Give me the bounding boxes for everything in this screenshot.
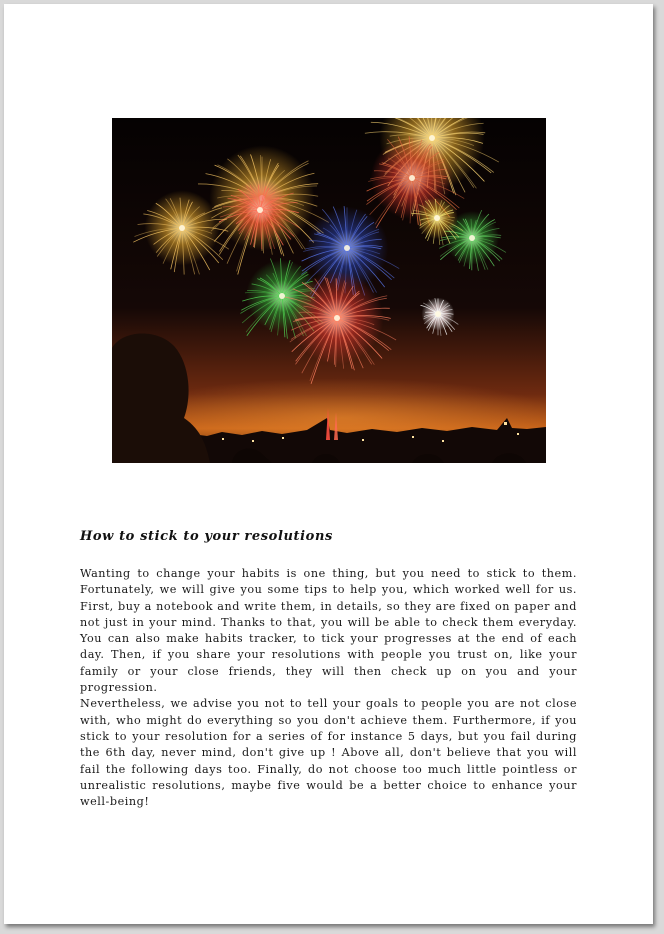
article-body <box>80 566 577 810</box>
fireworks-photo <box>112 118 546 463</box>
paragraph: Wanting to change your habits is one thing, but you need to stick to them. Fortunately, we will give you some tips to help you, which worked well for us. First, buy a notebook and write them, in details, so they are fixed on paper and not just in your mind. Thanks to that, you will be able to check them everyday. You can also make habits tracker, to tick your progresses at the end of each day. Then, if you share your resolutions with people you trust on, like your family or your close friends, they will then check up on you and your progression. <box>80 567 577 695</box>
paragraph: Nevertheless, we advise you not to tell your goals to people you are not close with, who might do everything so you don't achieve them. Furthermore, if you stick to your resolution for a series of for instance 5 days, but you fail during the 6th day, never mind, don't give up ! Above all, don't believe that you will fail the following days too. Finally, do not choose too much little pointless or unrealistic resolutions, maybe five would be a better choice to enhance your well-being! <box>80 697 577 809</box>
article-heading: How to stick to your resolutions <box>80 529 333 544</box>
document-page <box>4 4 653 924</box>
